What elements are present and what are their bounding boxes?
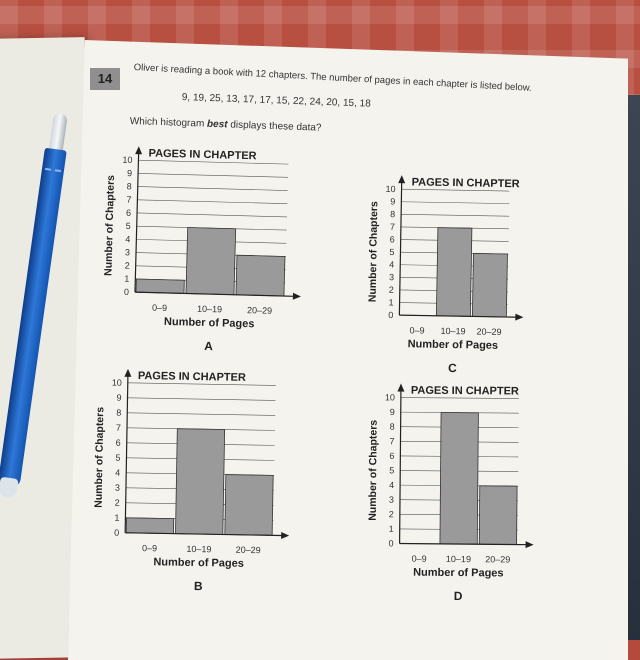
y-tick-label: 4: [389, 259, 395, 270]
histogram-option[interactable]: [84, 360, 306, 611]
y-axis-label: Number of Chapters: [92, 406, 107, 508]
y-tick-label: 1: [388, 297, 394, 308]
grid-line: [128, 383, 276, 386]
y-tick-label: 5: [389, 465, 395, 476]
y-tick-label: 2: [388, 284, 394, 295]
data-list: 9, 19, 25, 13, 17, 17, 15, 22, 24, 20, 15, 18: [181, 92, 371, 110]
y-tick-label: 8: [126, 181, 132, 192]
y-tick-label: 0: [388, 309, 394, 321]
pencil-grip: [44, 168, 62, 182]
y-tick-label: 9: [390, 196, 396, 207]
y-tick-label: 4: [115, 467, 121, 478]
y-axis-arrow: [397, 384, 404, 392]
y-tick-label: 2: [124, 260, 130, 271]
y-tick-label: 6: [389, 450, 395, 461]
y-tick-label: 7: [389, 436, 395, 447]
histogram-option[interactable]: [359, 375, 549, 620]
x-axis-label: Number of Pages: [163, 315, 255, 331]
grid-line: [138, 187, 288, 191]
y-axis: [135, 148, 139, 292]
y-tick-label: 5: [125, 220, 131, 232]
y-tick-label: 6: [115, 437, 121, 448]
y-tick-label: 6: [389, 234, 395, 245]
chart-title: PAGES IN CHAPTER: [137, 369, 246, 384]
grid-line: [401, 398, 519, 399]
y-tick-label: 4: [389, 480, 395, 491]
x-tick-label: 0–9: [141, 543, 158, 554]
prompt-text: Which histogram: [129, 116, 208, 130]
x-tick-label: 0–9: [151, 302, 168, 313]
y-tick-label: 6: [125, 207, 132, 218]
x-axis-label: Number of Pages: [407, 338, 499, 352]
x-axis-arrow: [526, 541, 534, 548]
y-axis-arrow: [135, 146, 142, 154]
x-tick-label: 0–9: [411, 553, 427, 564]
x-axis-arrow: [293, 293, 301, 300]
y-tick-label: 9: [389, 407, 395, 418]
histogram-bar: [175, 429, 224, 535]
y-tick-label: 3: [388, 272, 395, 283]
y-tick-label: 8: [390, 209, 396, 220]
y-axis-label: Number of Chapters: [366, 419, 380, 521]
x-tick-label: 20–29: [485, 554, 511, 565]
y-tick-label: 9: [116, 392, 122, 403]
histogram-bar: [136, 279, 184, 293]
histogram-bar: [436, 228, 472, 317]
y-tick-label: 2: [388, 509, 394, 520]
option-letter: A: [204, 338, 214, 354]
grid-line: [128, 398, 276, 401]
x-axis-label: Number of Pages: [413, 566, 504, 580]
grid-line: [401, 202, 509, 204]
y-tick-label: 1: [114, 512, 120, 523]
grid-line: [137, 213, 287, 217]
y-axis: [400, 386, 401, 544]
chart-title: PAGES IN CHAPTER: [411, 176, 520, 191]
chart-svg: [84, 360, 306, 606]
x-tick-label: 10–19: [440, 325, 466, 337]
y-axis: [125, 371, 128, 533]
y-tick-label: 7: [389, 221, 395, 232]
y-tick-label: 3: [388, 494, 395, 505]
option-letter: D: [453, 589, 463, 604]
chart-title: PAGES IN CHAPTER: [410, 384, 519, 398]
x-tick-label: 10–19: [196, 303, 223, 315]
y-tick-label: 5: [115, 452, 121, 463]
pencil-cap: [0, 477, 19, 499]
y-tick-label: 4: [125, 234, 131, 245]
histogram-option[interactable]: [358, 166, 540, 392]
x-axis-arrow: [281, 532, 289, 539]
x-tick-label: 20–29: [476, 326, 502, 337]
prompt-text: displays these data?: [227, 119, 322, 134]
histogram-bar: [440, 412, 478, 544]
chart-svg: [358, 166, 540, 387]
y-tick-label: 7: [126, 194, 132, 205]
y-tick-label: 8: [116, 407, 122, 418]
x-tick-label: 20–29: [246, 305, 273, 316]
y-tick-label: 10: [122, 154, 133, 166]
chart-title: PAGES IN CHAPTER: [148, 147, 257, 163]
x-tick-label: 20–29: [235, 544, 261, 556]
y-tick-label: 0: [388, 538, 394, 549]
histogram-bar: [186, 228, 236, 295]
question-text: Oliver is reading a book with 12 chapters. The number of pages in each chapter is listed below.: [133, 62, 532, 94]
y-tick-label: 0: [114, 527, 120, 538]
y-tick-label: 10: [385, 183, 396, 195]
x-axis-arrow: [515, 314, 523, 321]
option-letter: B: [193, 578, 203, 594]
y-tick-label: 5: [389, 246, 395, 258]
y-axis-arrow: [398, 175, 405, 183]
chart-svg: [93, 137, 319, 367]
x-tick-label: 0–9: [409, 325, 425, 336]
question-number: 14: [90, 68, 120, 90]
option-letter: C: [447, 360, 457, 376]
prompt-emphasis: best: [206, 118, 228, 131]
x-axis-label: Number of Pages: [153, 556, 244, 570]
x-tick-label: 10–19: [445, 553, 472, 565]
chart-svg: [359, 375, 549, 615]
histogram-bar: [472, 253, 507, 317]
y-axis-label: Number of Chapters: [102, 174, 118, 277]
histogram-bar: [126, 518, 174, 534]
x-tick-label: 10–19: [186, 543, 212, 555]
y-axis-arrow: [124, 369, 131, 377]
y-tick-label: 1: [124, 273, 130, 284]
y-tick-label: 3: [124, 247, 131, 258]
y-tick-label: 7: [115, 422, 122, 433]
histogram-bar: [225, 475, 273, 536]
y-tick-label: 8: [389, 421, 395, 432]
grid-line: [401, 214, 509, 216]
y-axis: [399, 177, 401, 315]
y-tick-label: 10: [111, 377, 122, 388]
y-tick-label: 1: [388, 523, 394, 534]
grid-line: [138, 173, 288, 177]
y-axis-label: Number of Chapters: [366, 201, 381, 303]
y-tick-label: 10: [384, 392, 395, 403]
histogram-bar: [236, 255, 285, 296]
y-tick-label: 2: [114, 497, 120, 508]
y-tick-label: 3: [114, 482, 121, 493]
grid-line: [137, 200, 287, 204]
grid-line: [127, 413, 275, 416]
y-tick-label: 0: [123, 286, 130, 297]
histogram-bar: [479, 486, 517, 545]
y-tick-label: 9: [126, 168, 133, 179]
histogram-option[interactable]: [93, 137, 319, 372]
